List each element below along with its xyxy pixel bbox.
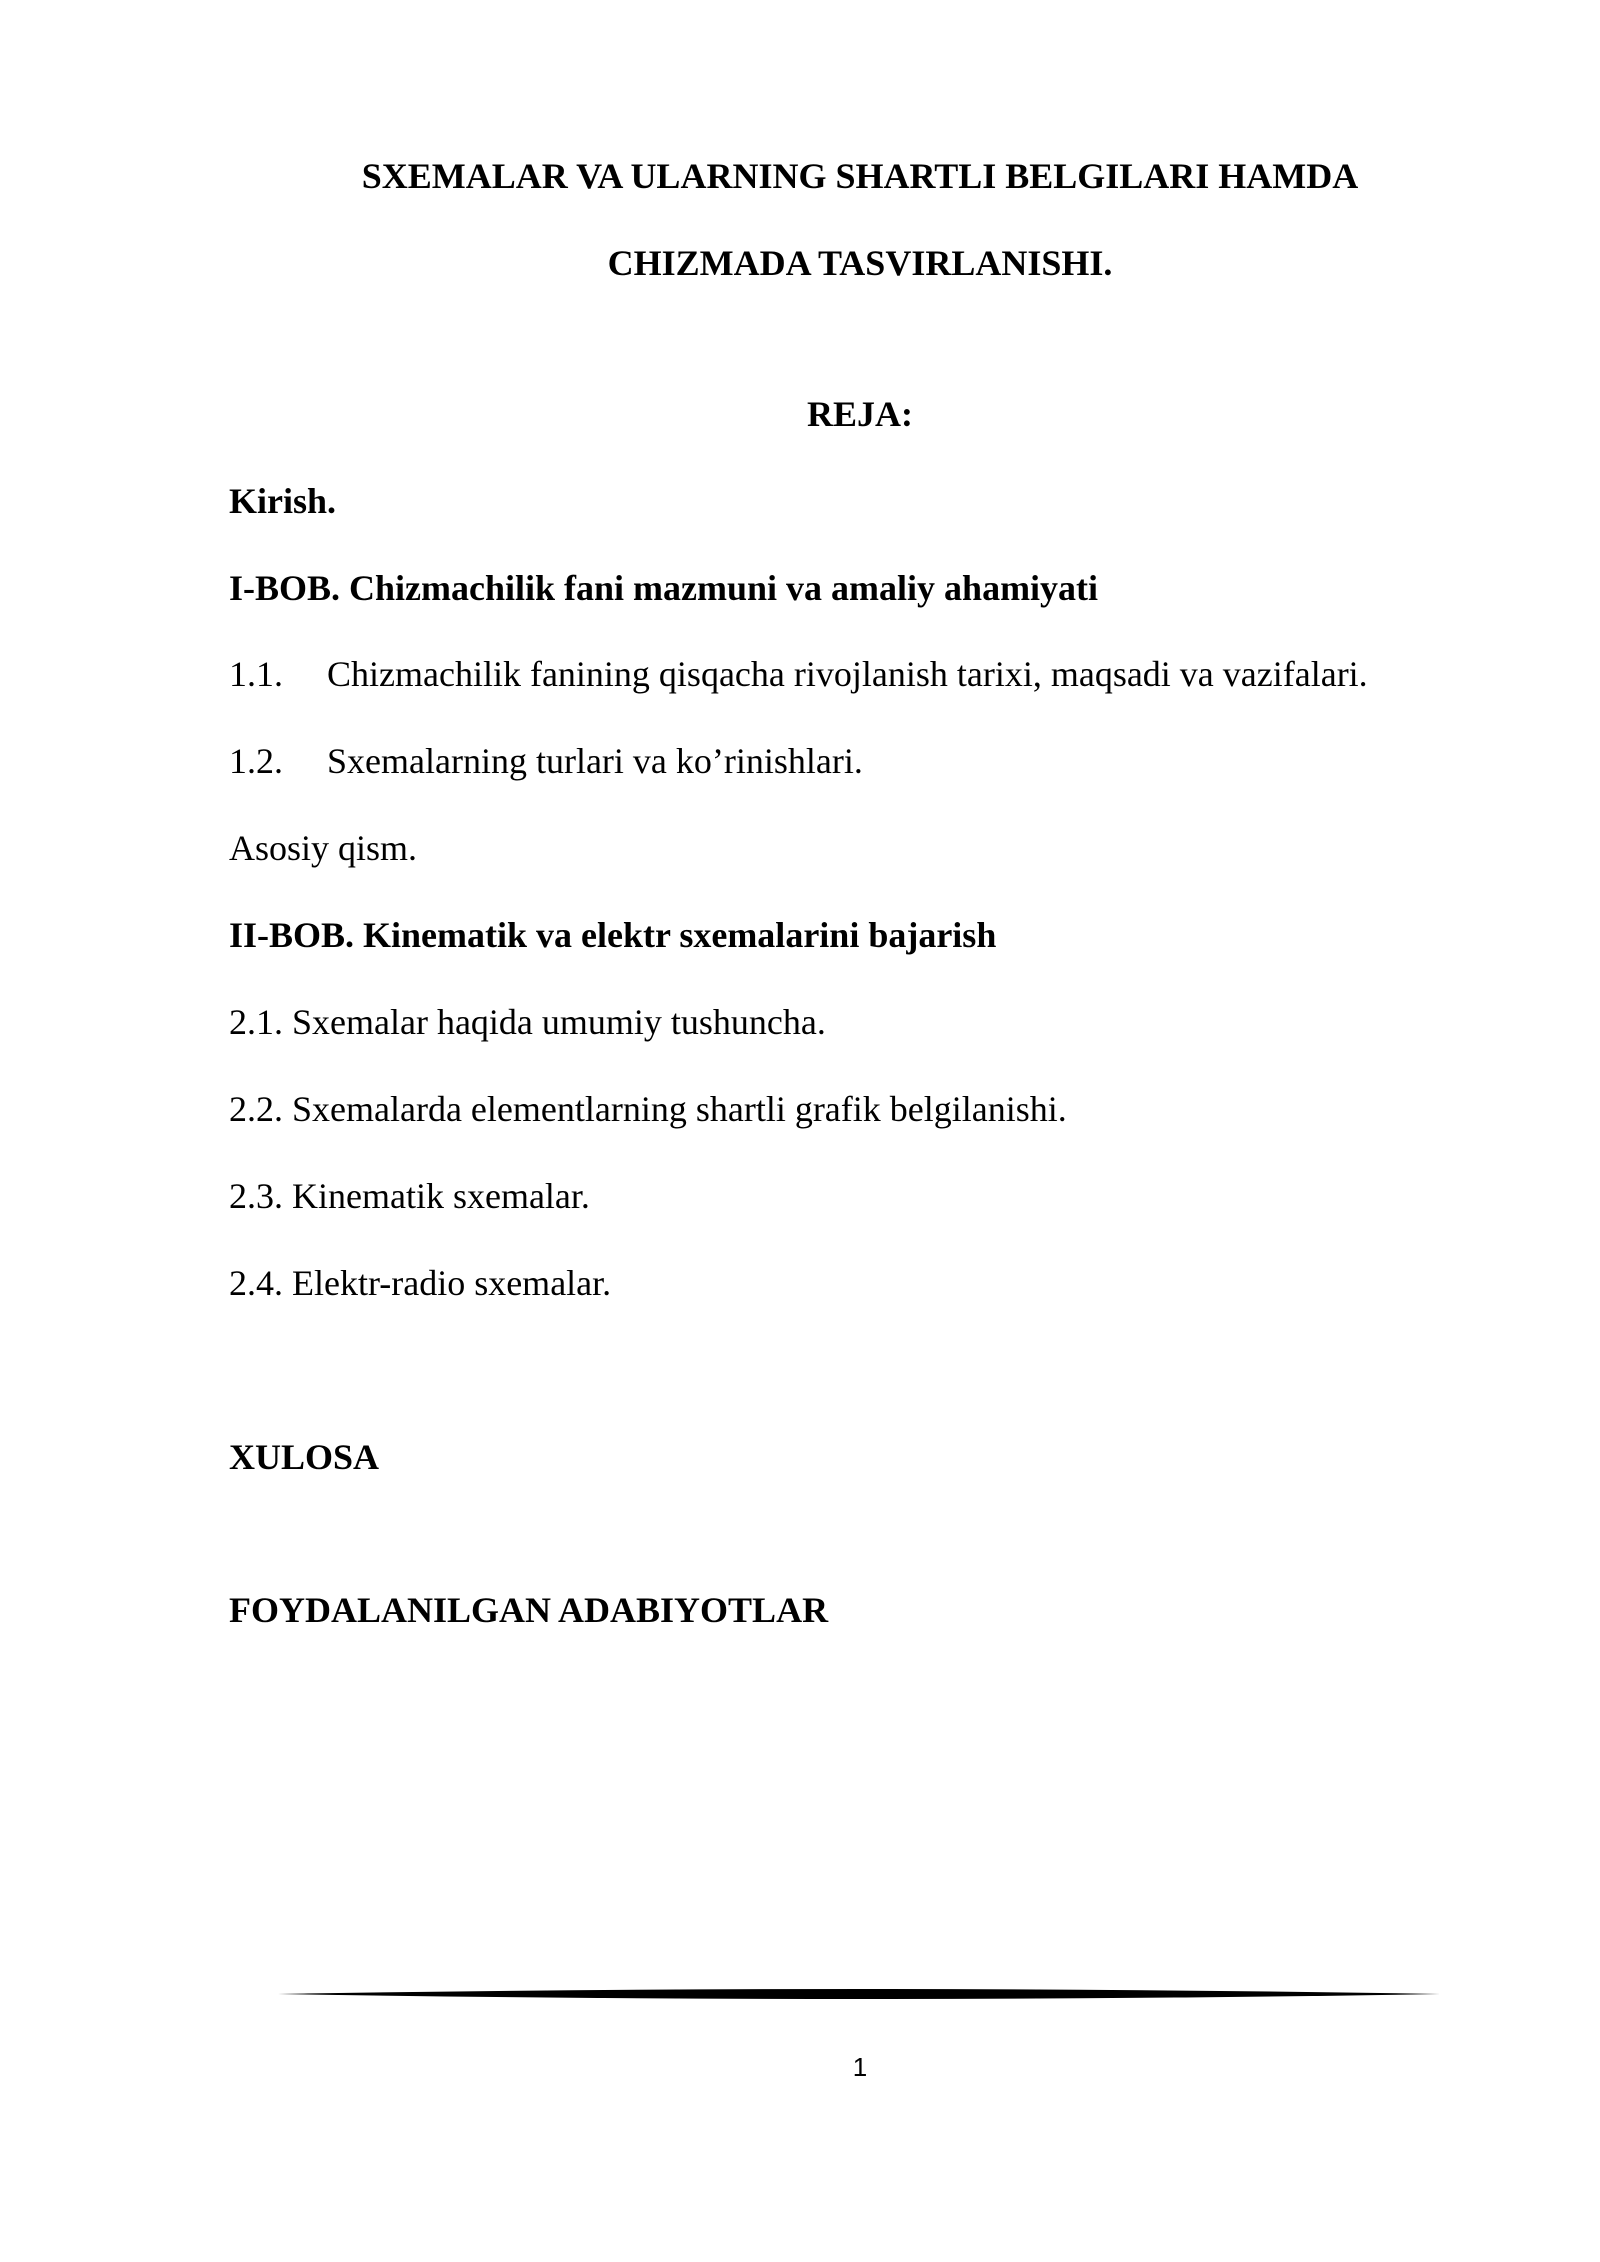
- conclusion-item: XULOSA: [229, 1437, 380, 1477]
- references-item: FOYDALANILGAN ADABIYOTLAR: [229, 1590, 829, 1630]
- footer-divider: [278, 1985, 1440, 2003]
- item-text: Sxemalarning turlari va ko’rinishlari.: [327, 741, 863, 781]
- chapter-1-heading: I-BOB. Chizmachilik fani mazmuni va amaliy ahamiyati: [229, 568, 1099, 608]
- page-number: 1: [852, 2052, 868, 2082]
- main-part-item: Asosiy qism.: [229, 828, 418, 868]
- plan-heading: REJA:: [807, 394, 913, 434]
- intro-item: Kirish.: [229, 481, 337, 521]
- chapter-2-item-3: 2.3. Kinematik sxemalar.: [229, 1176, 590, 1216]
- chapter-2-item-4: 2.4. Elektr-radio sxemalar.: [229, 1263, 612, 1303]
- item-number: 1.1.: [229, 654, 283, 694]
- title-line-2: CHIZMADA TASVIRLANISHI.: [607, 243, 1113, 283]
- chapter-1-item-2: [229, 739, 863, 783]
- chapter-1-item-1: [229, 652, 1368, 696]
- title-line-1: SXEMALAR VA ULARNING SHARTLI BELGILARI HAMDA: [361, 156, 1359, 196]
- item-text: Chizmachilik fanining qisqacha rivojlanish tarixi, maqsadi va vazifalari.: [327, 654, 1368, 694]
- item-number: 1.2.: [229, 741, 283, 781]
- chapter-2-item-2: 2.2. Sxemalarda elementlarning shartli grafik belgilanishi.: [229, 1089, 1067, 1129]
- chapter-2-heading: II-BOB. Kinematik va elektr sxemalarini bajarish: [229, 915, 997, 955]
- chapter-2-item-1: 2.1. Sxemalar haqida umumiy tushuncha.: [229, 1002, 826, 1042]
